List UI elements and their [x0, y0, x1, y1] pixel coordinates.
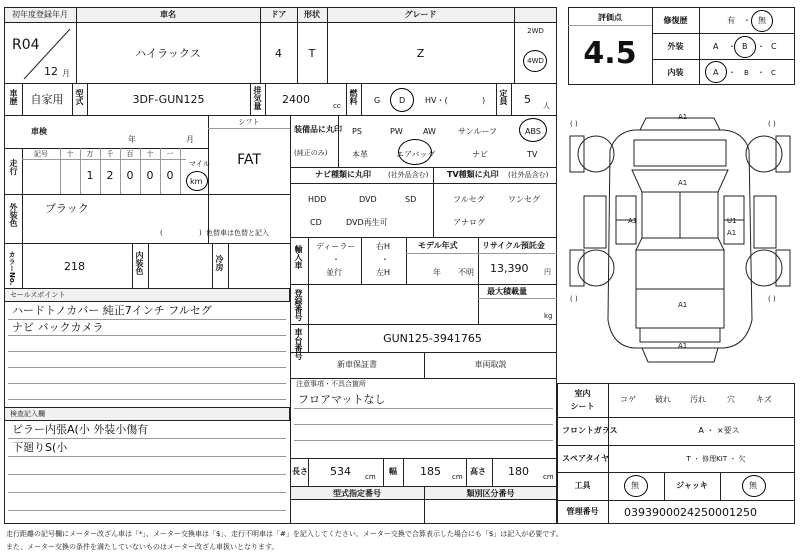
color-paren-open: (	[160, 229, 163, 237]
door-label: ドア	[270, 10, 287, 19]
digit-4: 0	[126, 169, 134, 182]
tv-analog: アナログ	[453, 218, 485, 227]
model-year-unknown: 不明	[458, 268, 474, 277]
int-a-circle	[705, 61, 727, 83]
equip-ps: PS	[352, 127, 362, 136]
reg-no-label: 登録番号	[294, 289, 303, 321]
ext-a: A	[713, 42, 719, 51]
type-no-label: 型式指定番号	[333, 489, 381, 498]
unit-5: 十	[146, 150, 154, 158]
score-value: 4.5	[583, 36, 637, 71]
seat-item-4: 穴	[727, 395, 735, 404]
warranty: 新車保証書	[337, 360, 377, 369]
import-dot-2: ・	[381, 255, 389, 264]
jack-label: ジャッキ	[676, 481, 708, 490]
repair-no-circle	[751, 10, 773, 32]
color-label: 外装色	[9, 203, 18, 227]
damage-mark-1: A1	[678, 113, 688, 121]
int-b: B	[744, 69, 749, 77]
equip-abs: ABS	[525, 127, 541, 136]
equip-navi: ナビ	[472, 150, 488, 159]
color-no-label: カラーNo.	[8, 251, 16, 286]
tv-fullseg: フルセグ	[453, 195, 485, 204]
inspector-line2: 下廻りS(小	[12, 441, 68, 454]
seat-item-1: コゲ	[620, 395, 636, 404]
usage-label: 車歴	[9, 89, 18, 105]
int-dot-1: ・	[728, 68, 736, 77]
drive-4wd-circle	[523, 50, 547, 72]
diagram-paren-3: ( )	[570, 295, 578, 303]
repair-no: 無	[758, 16, 766, 25]
shift: FAT	[237, 152, 261, 168]
manual: 車両取説	[474, 360, 507, 369]
diagram-paren-4: ( )	[768, 295, 776, 303]
equip-airbag: エアバッグ	[396, 150, 436, 159]
int-a: A	[713, 68, 719, 77]
repair-yes: 有	[727, 16, 735, 25]
ext-b: B	[742, 42, 748, 51]
damage-mark-7: A1	[678, 342, 688, 350]
import-label: 輸入車	[294, 245, 303, 269]
equip-pw: PW	[390, 127, 403, 136]
cc-unit: cc	[333, 102, 341, 110]
height-value: 180	[508, 465, 529, 478]
spare-value: T ・ 修理KIT ・ 欠	[686, 455, 746, 463]
seat-item-3: 汚れ	[690, 395, 706, 404]
diagram-paren-1: ( )	[570, 120, 578, 128]
ext-b-circle	[734, 36, 756, 58]
km-unit: km	[190, 177, 203, 186]
fuel-label: 燃料	[349, 89, 358, 105]
equip-sunroof: サンルーフ	[458, 127, 497, 136]
capacity-label: 定員	[499, 89, 508, 105]
grade-label: グレード	[404, 10, 437, 19]
ext-dot-2: ・	[757, 42, 765, 51]
navi-label: ナビ種類に丸印	[315, 170, 371, 179]
fuel-d: D	[399, 96, 406, 105]
shape: T	[308, 47, 316, 60]
digit-3: 2	[106, 169, 114, 182]
digit-5: 0	[146, 169, 154, 182]
mgmt-no: 0393900024250001250	[624, 506, 757, 519]
exterior-label: 外装	[667, 42, 684, 51]
repair-dot: ・	[743, 16, 751, 25]
seat-label-1: 室内	[574, 389, 591, 398]
sales-label: セールスポイント	[10, 291, 66, 299]
height-label: 高さ	[470, 467, 486, 476]
glass-value: A ・ ×要ス	[698, 426, 740, 435]
unit-2: 万	[86, 150, 94, 158]
unit-4: 百	[126, 150, 134, 158]
mgmt-label: 管理番号	[566, 507, 599, 516]
car-condition-diagram	[564, 100, 798, 372]
mileage-label: 走行	[9, 159, 18, 175]
chassis-label: 車台番号	[294, 328, 303, 360]
unit-1: 十	[66, 150, 74, 158]
first-reg-era: R04	[12, 37, 40, 53]
tool-circle	[624, 475, 648, 497]
repair-label: 修復歴	[663, 16, 688, 25]
shape-label: 形状	[304, 10, 320, 19]
mile-unit: マイル	[189, 160, 210, 168]
ac-label: 冷房	[215, 255, 224, 271]
jack-value: 無	[749, 481, 757, 490]
equip-tv: TV	[527, 150, 538, 159]
navi-dvd: DVD	[359, 195, 377, 204]
car-name: ハイラックス	[135, 47, 201, 60]
sales-line2: ナビ バックカメラ	[12, 321, 104, 334]
class-no-label: 類別区分番号	[466, 489, 515, 498]
notes-label: 注意事項・不具合箇所	[296, 380, 366, 388]
grade: Z	[416, 47, 425, 60]
drive-2wd: 2WD	[527, 27, 544, 35]
usage: 自家用	[30, 93, 64, 106]
import-dealer: ディーラー	[316, 242, 356, 251]
width-label: 幅	[389, 467, 397, 476]
recycle-yen: 円	[544, 268, 551, 276]
inspection-year: 年	[128, 135, 136, 144]
fuel-hv: HV・(	[425, 96, 448, 105]
length-cm: cm	[365, 473, 376, 481]
width-cm: cm	[452, 473, 463, 481]
airbag-circle	[398, 139, 432, 165]
tv-label: TV種類に丸印	[447, 170, 499, 179]
fuel-close: )	[482, 96, 486, 105]
model-label: 型式	[75, 89, 84, 105]
damage-mark-5: A1	[727, 229, 737, 237]
diagram-paren-2: ( )	[768, 120, 776, 128]
unit-6: 一	[166, 150, 174, 158]
tool-value: 無	[631, 481, 639, 490]
int-dot-2: ・	[757, 68, 765, 77]
equip-aw: AW	[423, 127, 436, 136]
first-reg-label: 初年度登録年月	[12, 10, 68, 19]
int-c: C	[771, 69, 776, 77]
unit-3: 千	[106, 150, 114, 158]
month-unit: 月	[62, 69, 70, 78]
equipment-label: 装備品に丸印	[294, 125, 342, 134]
seat-item-5: キズ	[756, 395, 772, 404]
import-parallel: 並行	[326, 268, 342, 277]
color-no: 218	[64, 260, 85, 273]
ext-c: C	[771, 42, 777, 51]
max-load-label: 最大積載量	[487, 287, 527, 296]
width-value: 185	[420, 465, 441, 478]
fuel-d-circle	[390, 88, 414, 112]
damage-mark-3: A1	[628, 217, 638, 225]
drive-4wd: 4WD	[527, 57, 544, 65]
capacity: 5	[524, 93, 531, 106]
glass-label: フロントガラス	[562, 426, 618, 435]
color-value: ブラック	[45, 202, 89, 215]
seat-item-2: 破れ	[655, 395, 671, 404]
inspection-label: 車検	[31, 127, 47, 136]
km-circle	[186, 171, 208, 191]
equip-leather: 本革	[352, 150, 368, 159]
displacement-label: 排気量	[253, 86, 262, 110]
abs-circle	[519, 118, 547, 142]
inspection-month: 月	[186, 135, 194, 144]
import-dot-1: ・	[332, 255, 340, 264]
length-value: 534	[330, 465, 351, 478]
seat-label-2: シート	[570, 402, 595, 411]
damage-mark-2: A1	[678, 179, 688, 187]
fuel-g: G	[374, 96, 381, 105]
length-label: 長さ	[292, 467, 308, 476]
damage-mark-4: U1	[727, 217, 737, 225]
color-paren-close: )	[199, 229, 202, 237]
damage-mark-6: A1	[678, 301, 688, 309]
interior-color-label: 内装色	[135, 251, 144, 275]
equipment-sub: (純正のみ)	[294, 149, 328, 157]
footer-line1: 走行距離の記号欄にメーター改ざん車は「*」、メーター交換車は「$」、走行不明車は「#」を記入してください。メーター交換で合算表示した場合にも「$」は記入が必要です。	[6, 530, 563, 538]
model-year-unit: 年	[433, 268, 441, 277]
doors: 4	[275, 47, 282, 60]
notes-value: フロアマットなし	[298, 393, 386, 406]
height-cm: cm	[543, 473, 554, 481]
model: 3DF-GUN125	[132, 93, 205, 106]
interior-label: 内装	[667, 68, 684, 77]
navi-dvd-play: DVD再生可	[346, 218, 388, 227]
recycle-label: リサイクル預託金	[482, 241, 545, 250]
ext-dot-1: ・	[728, 42, 736, 51]
tv-sub: (社外品含む)	[508, 171, 549, 179]
first-reg-month: 12	[44, 65, 58, 78]
tv-oneseg: ワンセグ	[508, 195, 540, 204]
model-year-label: モデル年式	[418, 241, 458, 250]
navi-sd: SD	[405, 195, 417, 204]
shift-label: シフト	[238, 118, 260, 126]
displacement: 2400	[282, 93, 310, 106]
recycle-value: 13,390	[490, 262, 529, 275]
footer-line2: また、メーター交換の条件を満たしていないものはメーター改ざん車扱いとなります。	[6, 543, 279, 551]
navi-cd: CD	[310, 218, 322, 227]
import-left-h: 左H	[376, 268, 391, 277]
inspector-line1: ピラー内張A(小 外装小傷有	[12, 423, 149, 436]
score-label: 評価点	[598, 13, 622, 22]
navi-sub: (社外品含む)	[388, 171, 429, 179]
import-right-h: 右H	[376, 242, 391, 251]
digit-2: 1	[86, 169, 94, 182]
person-unit: 人	[543, 102, 550, 110]
tool-label: 工具	[574, 481, 591, 490]
car-name-label: 車名	[160, 10, 176, 19]
max-load-kg: kg	[544, 312, 553, 320]
digit-6: 0	[166, 169, 174, 182]
spare-label: スペアタイヤ	[562, 454, 610, 463]
mark-label: 記号	[34, 150, 48, 158]
chassis-value: GUN125-3941765	[383, 332, 482, 345]
color-change-note: 色替車は色替と記入	[206, 229, 269, 237]
sales-line1: ハードトノカバー 純正7インチ フルセグ	[12, 304, 212, 317]
jack-circle	[742, 475, 766, 497]
navi-hdd: HDD	[308, 195, 327, 204]
inspector-label: 検査記入欄	[10, 410, 45, 418]
